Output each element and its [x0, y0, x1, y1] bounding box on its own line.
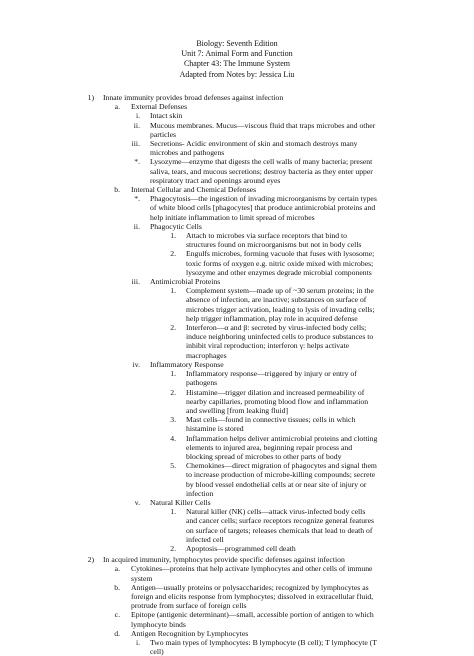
header-line: Chapter 43: The Immune System	[183, 59, 291, 69]
outline-marker: i.	[135, 111, 140, 121]
outline-marker: c.	[114, 610, 120, 620]
outline-marker: 1)	[87, 93, 94, 102]
outline-marker: iv.	[132, 359, 140, 369]
outline-text: Antigen—usually proteins or polysaccharides; recognized by lymphocytes as foreign and elicits response from lymphocytes; dissolved in extracellular fluid, protrude from surface of foreign cells	[131, 582, 374, 611]
outline-text: Mast cells—found in connective tissues; cells in which histamine is stored	[186, 415, 356, 434]
outline-marker: a.	[114, 102, 120, 112]
outline-item	[0, 360, 474, 369]
outline-item	[0, 388, 474, 416]
outline-item	[0, 93, 474, 102]
outline-marker: 1.	[170, 286, 176, 296]
outline-marker: 4.	[170, 433, 176, 443]
outline-text: In acquired immunity, lymphocytes provide specific defenses against infection	[103, 555, 345, 565]
outline-text: Interferon—α and β: secreted by virus-infected body cells; induce neighboring uninfected cells to produce substances to inhibit viral reproduction; interferon γ: helps activate macrophages	[186, 323, 374, 360]
outline-marker: 1.	[170, 231, 176, 241]
outline-item	[0, 544, 474, 553]
header-line: Biology: Seventh Edition	[196, 39, 278, 48]
outline-item	[0, 507, 474, 544]
outline-text: Phagocytosis—the ingestion of invading microorganisms by certain types of white blood cells [phagocytes] that produce antimicrobial proteins and help initiate inflammation to limit spread of microbes	[150, 194, 377, 222]
outline-text: Cytokines—proteins that help activate lymphocytes and other cells of immune system	[131, 564, 373, 583]
outline-marker: 2.	[170, 323, 176, 333]
outline-text: Internal Cellular and Chemical Defenses	[131, 185, 257, 195]
outline-item	[0, 277, 474, 286]
outline-item	[0, 564, 474, 582]
document-header	[0, 39, 474, 80]
outline-marker: b.	[114, 185, 120, 195]
outline-marker: i.	[135, 637, 140, 647]
outline-marker: v.	[134, 497, 140, 507]
outline-marker: 2.	[170, 543, 176, 553]
outline-text: Antigen Recognition by Lymphocytes	[131, 628, 249, 638]
outline-text: External Defenses	[131, 102, 188, 112]
outline-item	[0, 434, 474, 462]
outline-item	[0, 185, 474, 194]
outline-text: Attach to microbes via surface receptors that bind to structures found on microorganisms but not in body cells	[186, 231, 362, 250]
outline-marker: 5.	[170, 461, 176, 471]
outline-text: Natural Killer Cells	[150, 497, 211, 507]
outline-marker: b.	[114, 582, 120, 592]
outline-marker: ii.	[133, 221, 140, 231]
outline-text: Epitope (antigenic determinant)—small, accessible portion of antigen to which lymphocyte binds	[131, 610, 374, 629]
outline-marker: 1.	[170, 507, 176, 517]
outline-item	[0, 194, 474, 222]
outline-item	[0, 121, 474, 139]
outline-item	[0, 610, 474, 628]
outline-text: Chemokines—direct migration of phagocytes and signal them to increase production of microbe-killing compounds; secrete by blood vessel endothelial cells at or near site of injury or infection	[186, 461, 377, 498]
outline-item	[0, 157, 474, 185]
outline-item	[0, 369, 474, 387]
outline-item	[0, 461, 474, 498]
outline-text: Secretions- Acidic environment of skin and stomach destroys many microbes and pathogens	[150, 139, 358, 158]
outline-marker: ii.	[133, 120, 140, 130]
outline-text: Inflammatory Response	[150, 359, 224, 369]
outline-item	[0, 638, 474, 656]
outline-text: Phagocytic Cells	[150, 221, 202, 231]
outline-text: Complement system—made up of ~30 serum proteins; in the absence of infection, are inactive; substances on surface of microbes trigger activation, leading to lysis of invading cells; help trigger inflammation, play role in acquired defense	[186, 286, 375, 323]
outline-item	[0, 583, 474, 611]
outline-item	[0, 415, 474, 433]
outline-marker: iii.	[131, 277, 140, 287]
outline-marker: *.	[134, 157, 140, 167]
outline-text: Two main types of lymphocytes: B lymphocyte (B cell); T lymphocyte (T cell)	[150, 637, 377, 656]
outline-text: Antimicrobial Proteins	[150, 277, 221, 287]
outline-marker: 2)	[87, 555, 94, 565]
outline-marker: iii.	[131, 139, 140, 149]
outline-item	[0, 222, 474, 231]
outline-text: Mucous membranes. Mucus—viscous fluid that traps microbes and other particles	[150, 120, 376, 139]
outline-text: Engulfs microbes, forming vacuole that fuses with lysosome; toxic forms of oxygen e.g. nitric oxide mixed with microbes; lysozyme and other enzymes degrade microbial components	[186, 249, 375, 277]
outline-body	[0, 93, 474, 656]
outline-text: Natural killer (NK) cells—attack virus-infected body cells and cancer cells; surface receptors recognize general features on surface of targets; releases chemicals that lead to death of infected cell	[186, 507, 375, 544]
outline-text: Histamine—trigger dilation and increased permeability of nearby capillaries, promoting blood flow and inflammation and swelling [from leaking fluid]	[186, 387, 369, 415]
outline-marker: 1.	[170, 369, 176, 379]
outline-item	[0, 111, 474, 120]
outline-item	[0, 555, 474, 564]
outline-marker: a.	[114, 564, 120, 574]
outline-item	[0, 629, 474, 638]
outline-marker: 3.	[170, 415, 176, 425]
outline-text: Lysozyme—enzyme that digests the cell walls of many bacteria; present saliva, tears, and mucous secretions; destroy bacteria as they enter upper respiratory tract and openings around eyes	[150, 157, 373, 185]
outline-item	[0, 498, 474, 507]
outline-text: Intact skin	[150, 111, 183, 121]
outline-text: Inflammatory response—triggered by injury or entry of pathogens	[186, 369, 357, 388]
outline-text: Apoptosis—programmed cell death	[186, 543, 296, 553]
outline-item	[0, 102, 474, 111]
outline-item	[0, 139, 474, 157]
header-line: Unit 7: Animal Form and Function	[181, 49, 293, 59]
outline-marker: d.	[114, 628, 120, 638]
outline-text: Inflammation helps deliver antimicrobial proteins and clotting elements to injured area, beginning repair process and blocking spread of microbes to other parts of body	[186, 433, 378, 461]
outline-item	[0, 323, 474, 360]
outline-text: Innate immunity provides broad defenses against infection	[103, 93, 284, 102]
outline-marker: *.	[134, 194, 140, 204]
header-line: Adapted from Notes by: Jessica Liu	[179, 69, 295, 79]
outline-item	[0, 286, 474, 323]
outline-marker: 2.	[170, 387, 176, 397]
outline-item	[0, 231, 474, 249]
outline-item	[0, 249, 474, 277]
outline-marker: 2.	[170, 249, 176, 259]
